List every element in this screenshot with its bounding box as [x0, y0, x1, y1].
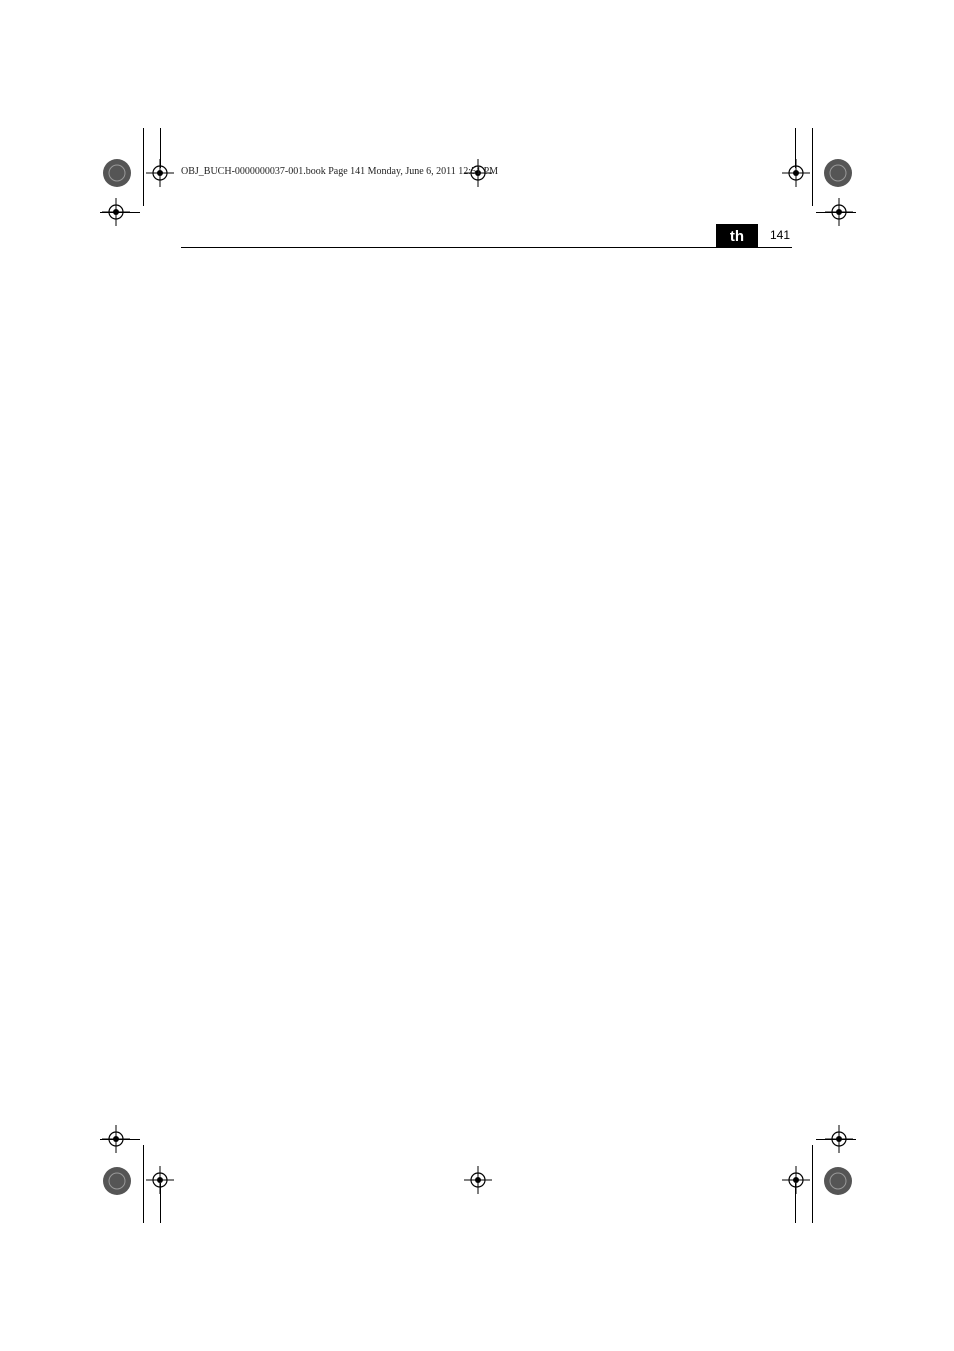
crop-line [143, 1145, 144, 1223]
crosshair-target-icon [146, 1166, 174, 1194]
crosshair-target-icon [102, 198, 130, 226]
registration-disc-icon [102, 1166, 132, 1196]
right-column [496, 258, 792, 267]
language-badge: th [716, 224, 758, 248]
crosshair-target-icon [102, 1125, 130, 1153]
crop-line [812, 1145, 813, 1223]
crosshair-target-icon [782, 159, 810, 187]
book-slug: OBJ_BUCH-0000000037-001.book Page 141 Monday, June 6, 2011 12:51 PM [181, 166, 499, 177]
registration-disc-icon [823, 1166, 853, 1196]
left-column [180, 258, 476, 267]
crosshair-target-icon [464, 1166, 492, 1194]
header-rule [181, 247, 792, 248]
crosshair-target-icon [146, 159, 174, 187]
page-number: 141 [770, 228, 791, 242]
crop-line [812, 128, 813, 206]
crosshair-target-icon [782, 1166, 810, 1194]
registration-disc-icon [102, 158, 132, 188]
crop-line [143, 128, 144, 206]
registration-disc-icon [823, 158, 853, 188]
crosshair-target-icon [825, 198, 853, 226]
crosshair-target-icon [825, 1125, 853, 1153]
